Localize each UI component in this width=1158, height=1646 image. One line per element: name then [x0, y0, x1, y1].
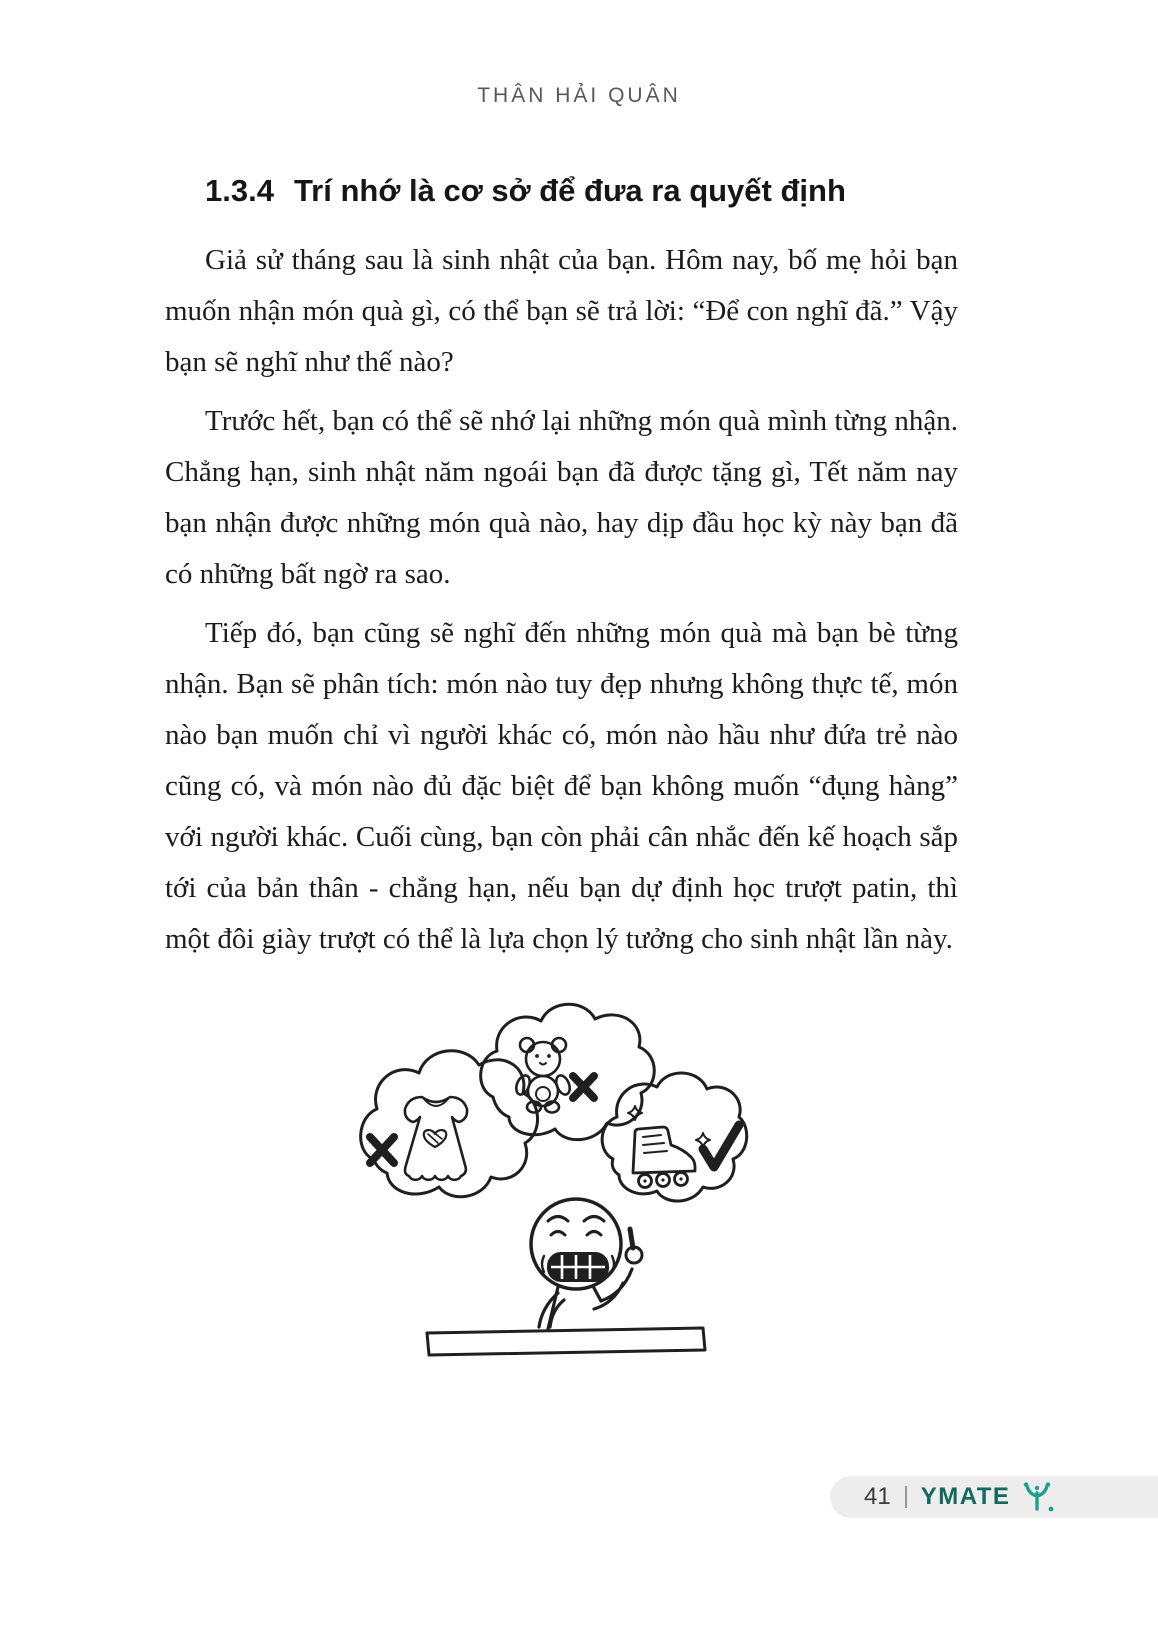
paragraph-2: Trước hết, bạn có thể sẽ nhớ lại những món quà mình từng nhận. Chẳng hạn, sinh nhật năm ngoái bạn đã được tặng gì, Tết năm nay bạn nhận được những món quà nào, hay dịp đầu học kỳ này bạn đã có những bất ngờ ra sao.	[165, 405, 958, 591]
x-mark-bear-icon	[573, 1076, 594, 1098]
paragraph-3: Tiếp đó, bạn cũng sẽ nghĩ đến những món quà mà bạn bè từng nhận. Bạn sẽ phân tích: món nào tuy đẹp nhưng không thực tế, món nào bạn muốn chỉ vì người khác có, món nào hầu như đứa trẻ nào cũng có, và món nào đủ đặc biệt để bạn không muốn “đụng hàng” với người khác. Cuối cùng, bạn còn phải cân nhắc đến kế hoạch sắp tới của bản thân - chẳng hạn, nếu bạn dự định học trượt patin, thì một đôi giày trượt có thể là lựa chọn lý tưởng cho sinh nhật lần này.	[165, 617, 958, 956]
brand-name: YMATE	[920, 1483, 1011, 1510]
page-footer	[830, 1476, 1158, 1518]
running-header: THÂN HẢI QUÂN	[477, 84, 681, 107]
section-number: 1.3.4	[205, 173, 274, 208]
thought-bubble-middle	[481, 1004, 655, 1139]
gift-thinking-illustration	[351, 997, 751, 1369]
roller-skate-icon	[628, 1106, 710, 1188]
paragraph-1: Giả sử tháng sau là sinh nhật của bạn. Hôm nay, bố mẹ hỏi bạn muốn nhận món quà gì, có thể bạn sẽ trả lời: “Để con nghĩ đã.” Vậy bạn sẽ nghĩ như thế nào?	[165, 244, 958, 379]
page-number: 41	[864, 1483, 891, 1510]
teddy-bear-icon	[514, 1038, 573, 1113]
dress-icon	[405, 1097, 467, 1180]
page-content	[0, 172, 1158, 1369]
section-title: Trí nhớ là cơ sở để đưa ra quyết định	[293, 173, 846, 208]
section-heading	[205, 172, 958, 209]
footer-divider	[905, 1486, 907, 1508]
ymate-logo-icon	[1020, 1481, 1058, 1513]
pointing-finger	[630, 1229, 633, 1248]
x-mark-dress-icon	[370, 1137, 394, 1163]
desk	[427, 1328, 705, 1355]
thinking-character	[531, 1199, 642, 1329]
